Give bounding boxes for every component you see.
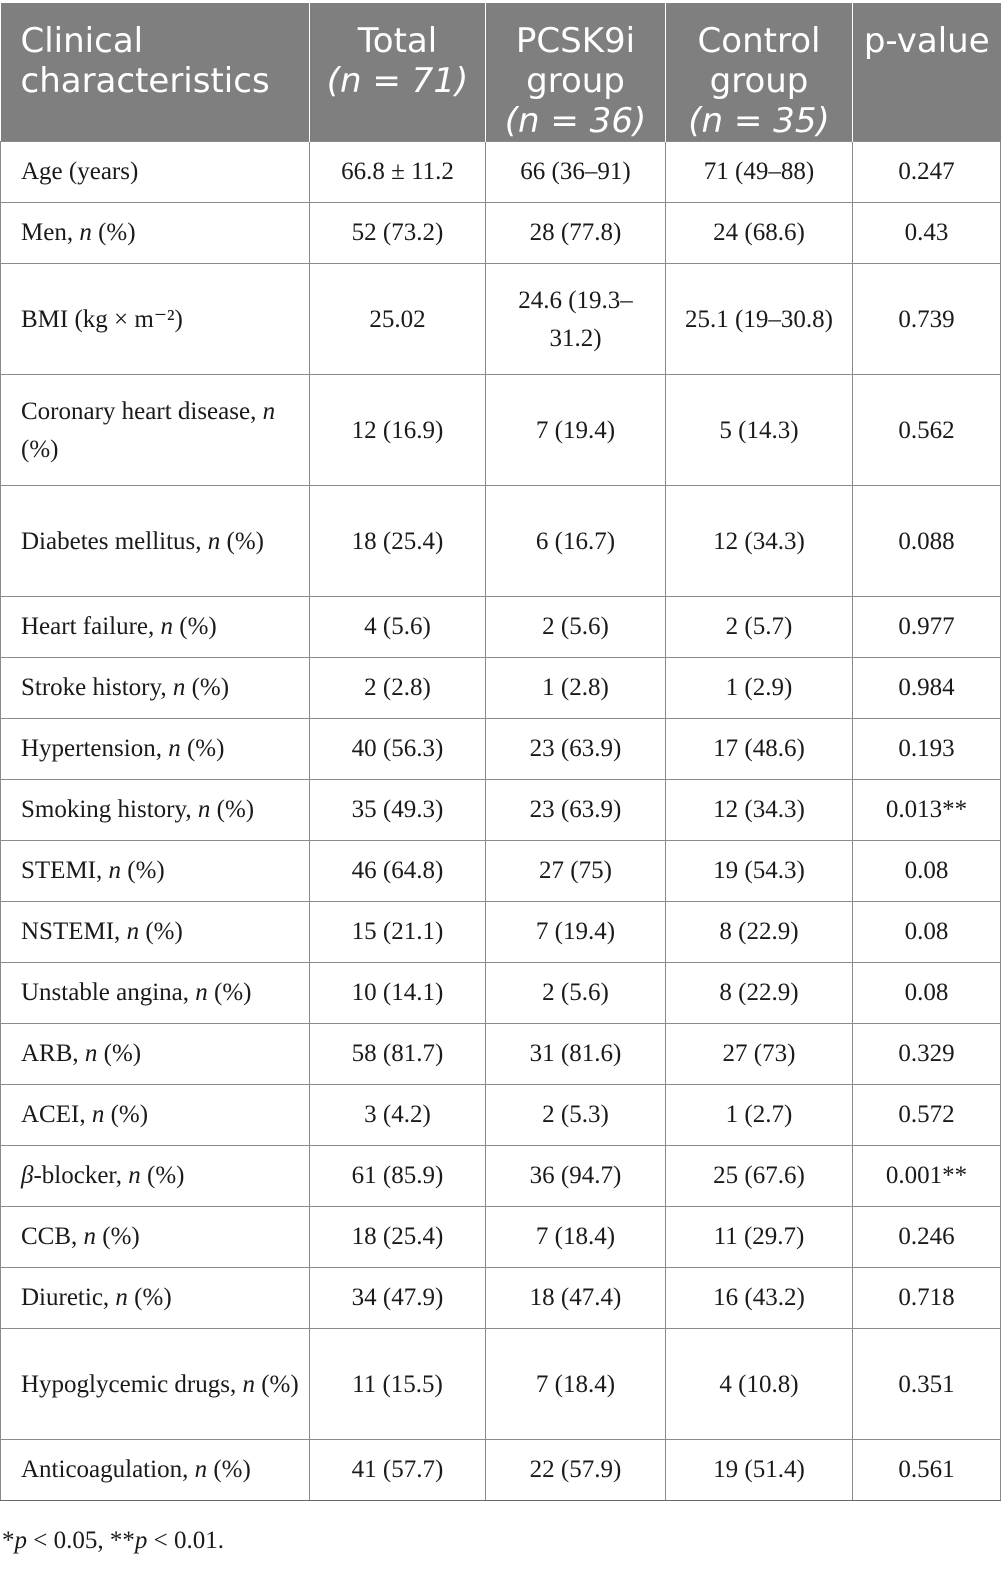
control-cell: 11 (29.7): [666, 1207, 853, 1268]
p-value-cell: 0.08: [853, 902, 1001, 963]
control-cell: 25 (67.6): [666, 1146, 853, 1207]
control-cell: 1 (2.9): [666, 658, 853, 719]
p-value-cell: 0.43: [853, 203, 1001, 264]
pcsk9i-cell: 7 (18.4): [486, 1207, 666, 1268]
header-total: Total (n = 71): [310, 3, 486, 142]
control-cell: 12 (34.3): [666, 486, 853, 597]
control-cell: 4 (10.8): [666, 1329, 853, 1440]
row-label: Anticoagulation, n (%): [1, 1440, 310, 1501]
control-cell: 25.1 (19–30.8): [666, 264, 853, 375]
total-cell: 66.8 ± 11.2: [310, 142, 486, 203]
p-value-cell: 0.572: [853, 1085, 1001, 1146]
p-value-cell: 0.247: [853, 142, 1001, 203]
control-cell: 16 (43.2): [666, 1268, 853, 1329]
row-label: BMI (kg × m⁻²): [1, 264, 310, 375]
pcsk9i-cell: 22 (57.9): [486, 1440, 666, 1501]
row-label: Coronary heart disease, n (%): [1, 375, 310, 486]
pcsk9i-cell: 27 (75): [486, 841, 666, 902]
total-cell: 10 (14.1): [310, 963, 486, 1024]
total-cell: 3 (4.2): [310, 1085, 486, 1146]
row-label: CCB, n (%): [1, 1207, 310, 1268]
table-row: [1, 1085, 1001, 1146]
total-cell: 18 (25.4): [310, 1207, 486, 1268]
total-cell: 58 (81.7): [310, 1024, 486, 1085]
control-cell: 27 (73): [666, 1024, 853, 1085]
pcsk9i-cell: 7 (18.4): [486, 1329, 666, 1440]
pcsk9i-cell: 7 (19.4): [486, 375, 666, 486]
table-row: [1, 658, 1001, 719]
pcsk9i-cell: 28 (77.8): [486, 203, 666, 264]
total-cell: 15 (21.1): [310, 902, 486, 963]
total-cell: 61 (85.9): [310, 1146, 486, 1207]
table-row: [1, 841, 1001, 902]
pcsk9i-cell: 2 (5.6): [486, 597, 666, 658]
p-value-cell: 0.562: [853, 375, 1001, 486]
p-value-cell: 0.088: [853, 486, 1001, 597]
row-label: Hypoglycemic drugs, n (%): [1, 1329, 310, 1440]
row-label: β-blocker, n (%): [1, 1146, 310, 1207]
pcsk9i-cell: 31 (81.6): [486, 1024, 666, 1085]
header-clinical-characteristics: Clinical characteristics: [1, 3, 310, 142]
total-cell: 41 (57.7): [310, 1440, 486, 1501]
row-label: Heart failure, n (%): [1, 597, 310, 658]
total-cell: 52 (73.2): [310, 203, 486, 264]
pcsk9i-cell: 6 (16.7): [486, 486, 666, 597]
p-value-cell: 0.329: [853, 1024, 1001, 1085]
pcsk9i-cell: 66 (36–91): [486, 142, 666, 203]
p-value-cell: 0.977: [853, 597, 1001, 658]
table-row: [1, 1024, 1001, 1085]
row-label: Unstable angina, n (%): [1, 963, 310, 1024]
row-label: Diabetes mellitus, n (%): [1, 486, 310, 597]
row-label: Smoking history, n (%): [1, 780, 310, 841]
table-row: [1, 1329, 1001, 1440]
p-value-cell: 0.013**: [853, 780, 1001, 841]
row-label: ACEI, n (%): [1, 1085, 310, 1146]
pcsk9i-cell: 36 (94.7): [486, 1146, 666, 1207]
row-label: Age (years): [1, 142, 310, 203]
table-row: [1, 486, 1001, 597]
p-value-cell: 0.001**: [853, 1146, 1001, 1207]
row-label: NSTEMI, n (%): [1, 902, 310, 963]
pcsk9i-cell: 2 (5.6): [486, 963, 666, 1024]
row-label: Stroke history, n (%): [1, 658, 310, 719]
p-value-cell: 0.193: [853, 719, 1001, 780]
clinical-characteristics-table: [0, 3, 1001, 1501]
p-value-cell: 0.739: [853, 264, 1001, 375]
control-cell: 19 (54.3): [666, 841, 853, 902]
control-cell: 8 (22.9): [666, 963, 853, 1024]
p-value-cell: 0.561: [853, 1440, 1001, 1501]
row-label: STEMI, n (%): [1, 841, 310, 902]
total-cell: 12 (16.9): [310, 375, 486, 486]
control-cell: 8 (22.9): [666, 902, 853, 963]
row-label: Diuretic, n (%): [1, 1268, 310, 1329]
total-cell: 40 (56.3): [310, 719, 486, 780]
total-cell: 46 (64.8): [310, 841, 486, 902]
control-cell: 17 (48.6): [666, 719, 853, 780]
total-cell: 18 (25.4): [310, 486, 486, 597]
total-cell: 11 (15.5): [310, 1329, 486, 1440]
control-cell: 5 (14.3): [666, 375, 853, 486]
table-row: [1, 142, 1001, 203]
pcsk9i-cell: 2 (5.3): [486, 1085, 666, 1146]
total-cell: 25.02: [310, 264, 486, 375]
control-cell: 12 (34.3): [666, 780, 853, 841]
table-row: [1, 719, 1001, 780]
pcsk9i-cell: 23 (63.9): [486, 780, 666, 841]
header-row: [1, 3, 1001, 142]
p-value-cell: 0.246: [853, 1207, 1001, 1268]
row-label: ARB, n (%): [1, 1024, 310, 1085]
p-value-cell: 0.718: [853, 1268, 1001, 1329]
table-row: [1, 780, 1001, 841]
control-cell: 1 (2.7): [666, 1085, 853, 1146]
control-cell: 19 (51.4): [666, 1440, 853, 1501]
p-value-cell: 0.351: [853, 1329, 1001, 1440]
table-row: [1, 902, 1001, 963]
table-row: [1, 264, 1001, 375]
header-pcsk9i-group: PCSK9i group (n = 36): [486, 3, 666, 142]
total-cell: 2 (2.8): [310, 658, 486, 719]
total-cell: 4 (5.6): [310, 597, 486, 658]
table-row: [1, 375, 1001, 486]
p-value-cell: 0.984: [853, 658, 1001, 719]
table-row: [1, 1268, 1001, 1329]
total-cell: 34 (47.9): [310, 1268, 486, 1329]
total-cell: 35 (49.3): [310, 780, 486, 841]
pcsk9i-cell: 23 (63.9): [486, 719, 666, 780]
row-label: Hypertension, n (%): [1, 719, 310, 780]
table-row: [1, 1440, 1001, 1501]
control-cell: 71 (49–88): [666, 142, 853, 203]
p-value-cell: 0.08: [853, 841, 1001, 902]
table-footnote: *p < 0.05, **p < 0.01.: [2, 1527, 224, 1554]
table-row: [1, 963, 1001, 1024]
pcsk9i-cell: 18 (47.4): [486, 1268, 666, 1329]
control-cell: 24 (68.6): [666, 203, 853, 264]
p-value-cell: 0.08: [853, 963, 1001, 1024]
header-control-group: Control group (n = 35): [666, 3, 853, 142]
header-p-value: p-value: [853, 3, 1001, 142]
table-row: [1, 203, 1001, 264]
table-row: [1, 1146, 1001, 1207]
control-cell: 2 (5.7): [666, 597, 853, 658]
row-label: Men, n (%): [1, 203, 310, 264]
pcsk9i-cell: 7 (19.4): [486, 902, 666, 963]
pcsk9i-cell: 1 (2.8): [486, 658, 666, 719]
table-row: [1, 1207, 1001, 1268]
pcsk9i-cell: 24.6 (19.3–31.2): [486, 264, 666, 375]
table-row: [1, 597, 1001, 658]
